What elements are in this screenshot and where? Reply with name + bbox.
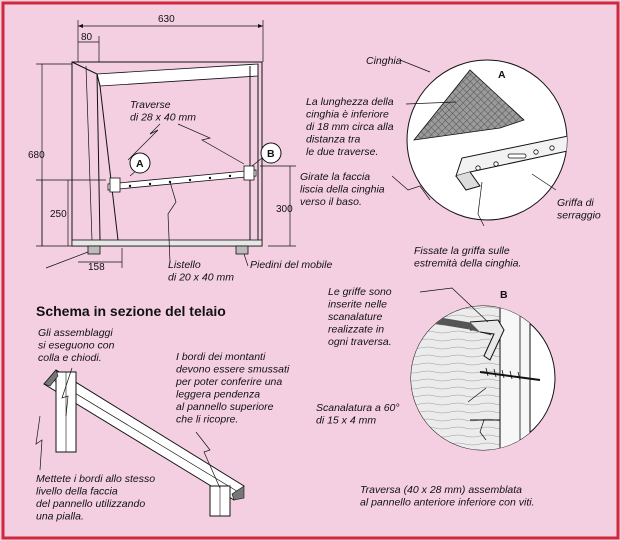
section-title: Schema in sezione del telaio [36,303,226,319]
dim-158: 158 [88,262,105,273]
detail-b-letter: B [500,289,508,301]
fix-note: Fissate la griffa sulle estremità della cinghia. [414,245,522,270]
rail-note: Traversa (40 x 28 mm) assemblata al pannello anteriore inferiore con viti. [360,484,535,509]
detail-a-letter: A [498,69,506,81]
groove-note: Scanalatura a 60° di 15 x 4 mm [316,402,400,427]
callout-a: A [136,158,144,170]
strap-label: Cinghia [366,55,402,67]
note-joints: Gli assemblaggi si eseguono con colla e chiodi. [38,327,115,364]
strip-label: Listello di 20 x 40 mm [168,259,234,284]
clamp-label: Griffa di serraggio [557,197,601,222]
dim-680: 680 [28,150,45,161]
rails-label: Traverse di 28 x 40 mm [130,99,196,124]
clamps-note: Le griffe sono inserite nelle scanalature realizzate in ogni traversa. [328,286,392,348]
front-view-drawing [36,20,296,268]
detail-b-drawing [400,288,555,460]
note-edges: I bordi dei montanti devono essere smussati per poter conferire una leggera pendenza al pannello superiore che li ricopre. [176,351,290,426]
callout-b: B [267,148,275,160]
length-note: La lunghezza della cinghia è inferiore di 18 mm circa alla distanza tra le due traverse. [306,96,394,158]
dim-250: 250 [50,209,67,220]
dim-300: 300 [276,204,293,215]
dim-80: 80 [81,32,93,43]
note-level: Mettete i bordi allo stesso livello della faccia del pannello utilizzando una pialla. [36,473,156,523]
dim-630: 630 [158,14,175,25]
detail-a-drawing [392,60,572,226]
feet-label: Piedini del mobile [250,259,333,271]
turn-note: Girate la faccia liscia della cinghia verso il baso. [300,171,385,208]
